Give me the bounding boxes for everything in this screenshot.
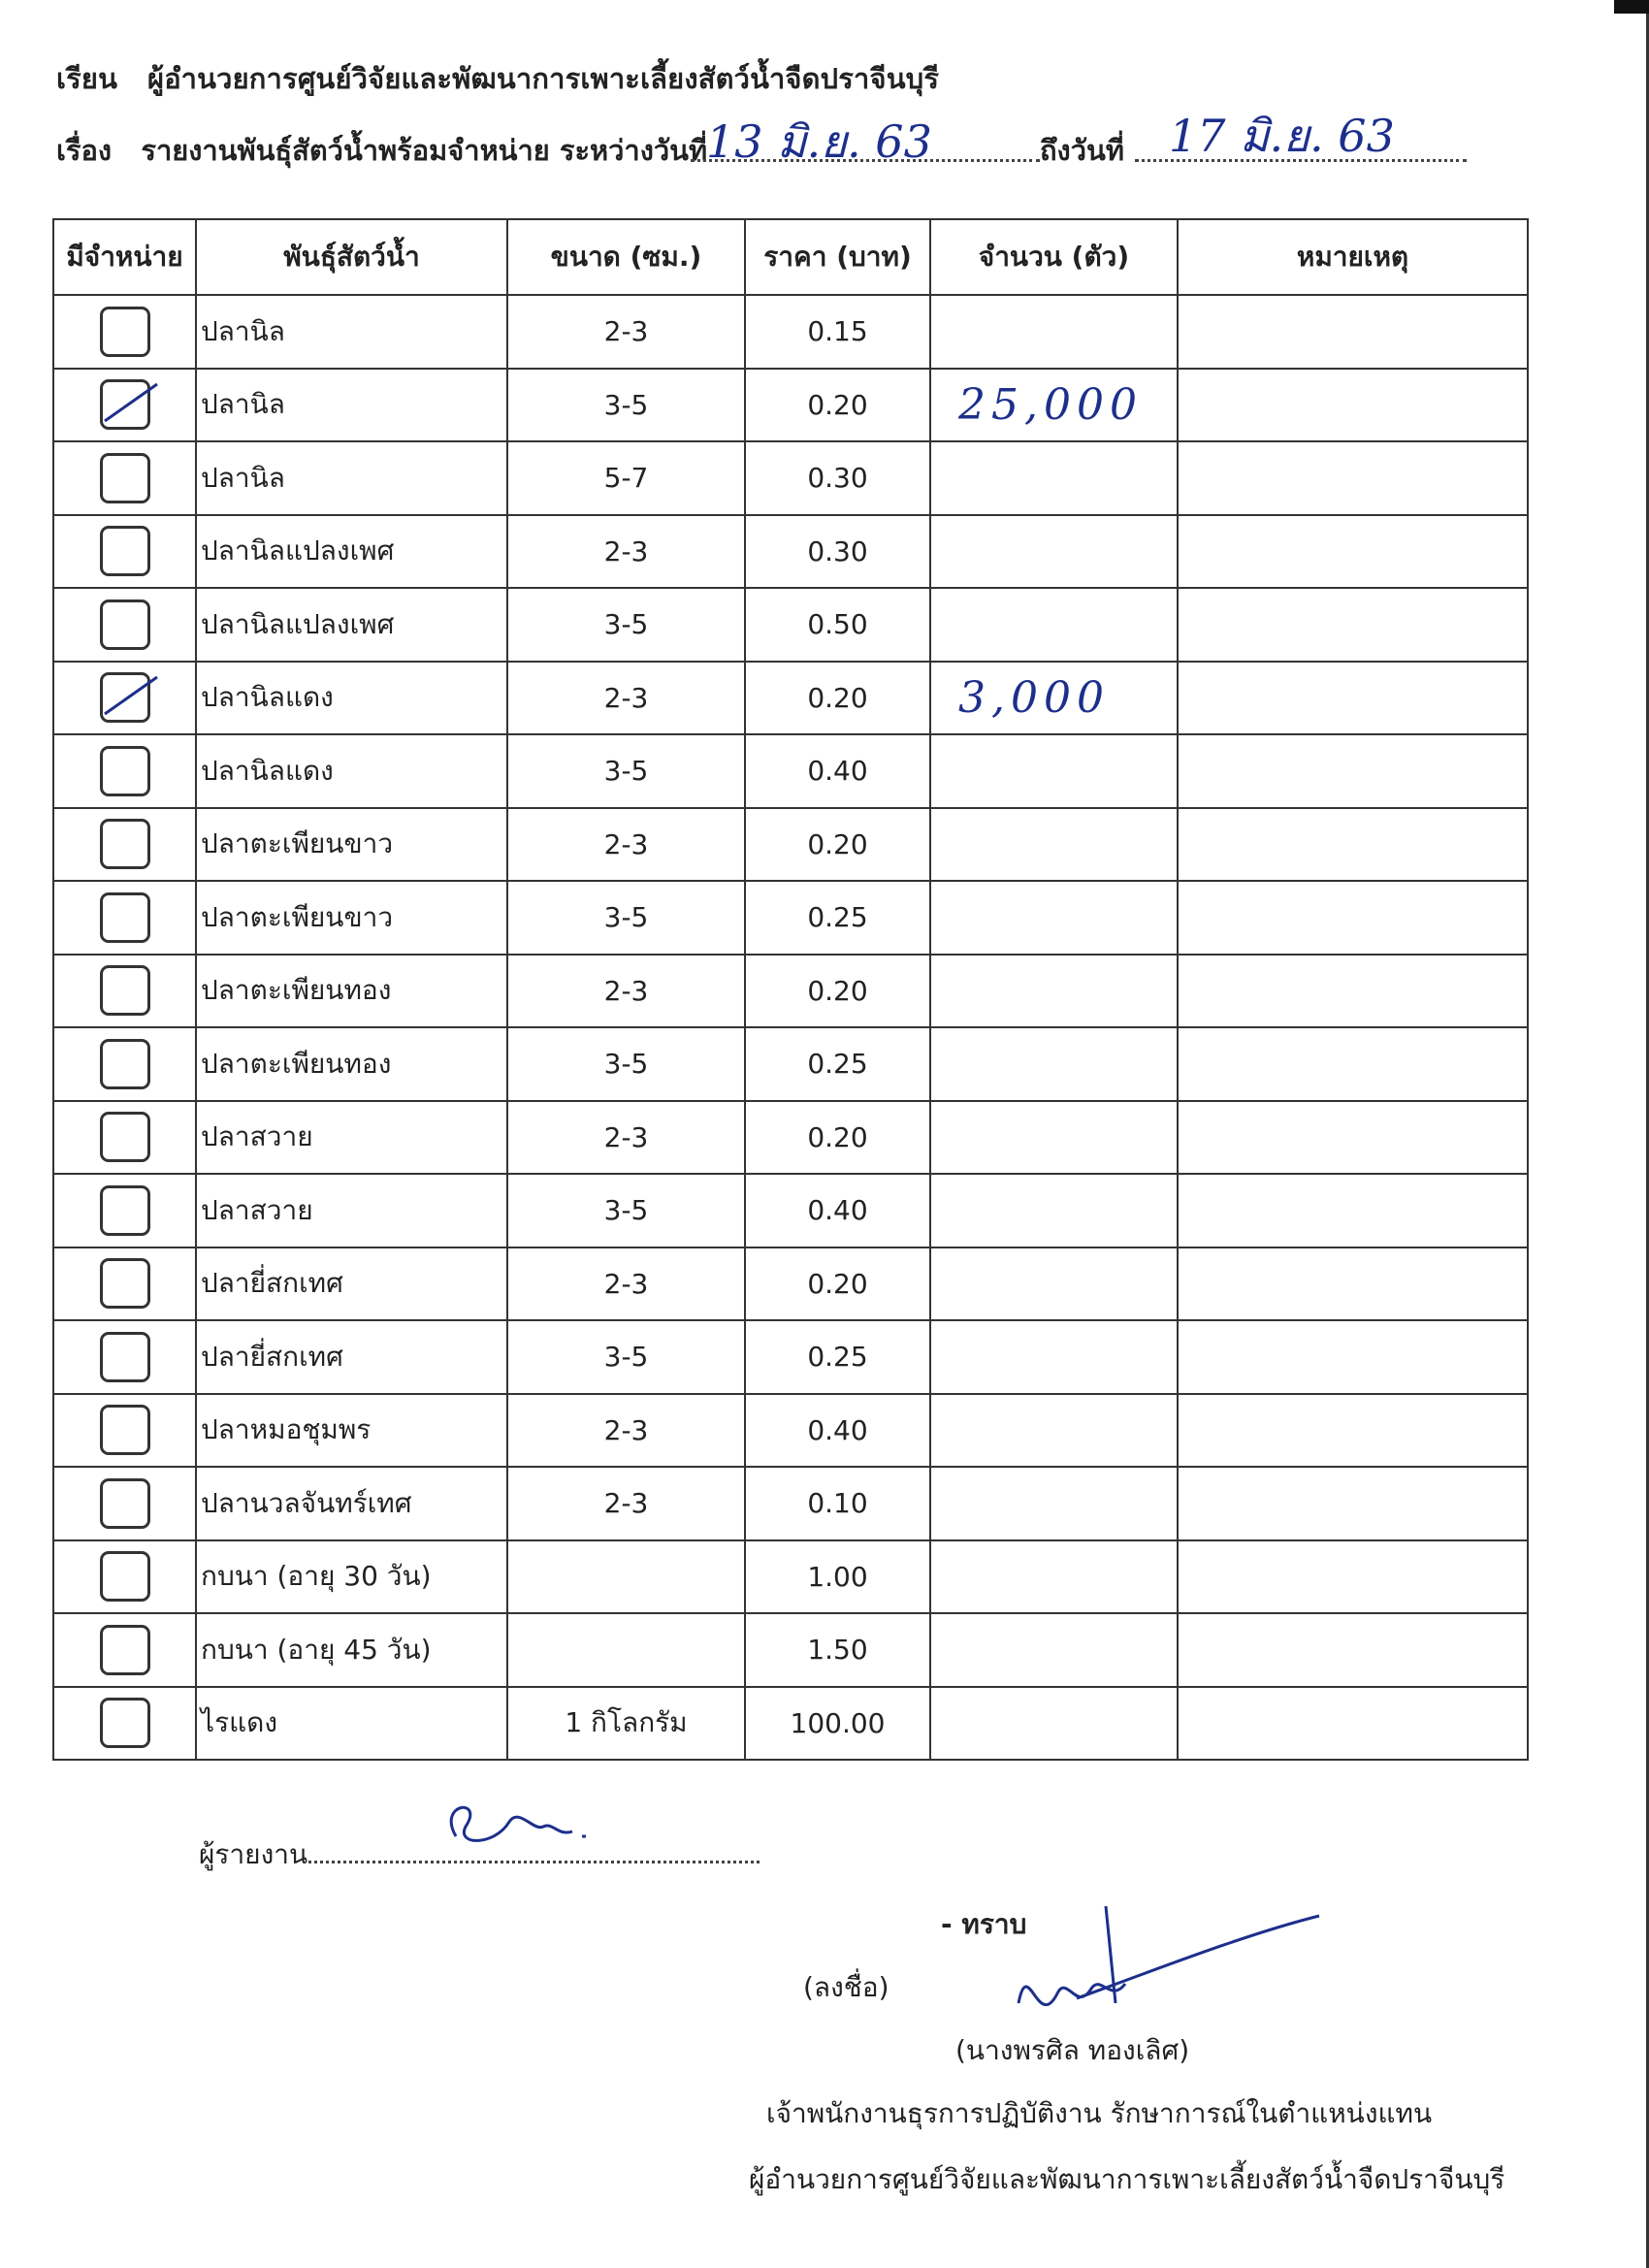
acknowledge-text: - ทราบ	[941, 1908, 1027, 1940]
size-cell: 2-3	[507, 1247, 745, 1321]
reporter-signature	[427, 1793, 601, 1861]
table-row	[53, 515, 1528, 589]
available-checkbox[interactable]	[100, 965, 150, 1016]
col-species: พันธุ์สัตว์น้ำ	[196, 219, 507, 295]
available-checkbox[interactable]	[100, 746, 150, 796]
quantity-cell	[930, 1027, 1178, 1101]
available-cell	[53, 662, 196, 735]
size-cell: 3-5	[507, 369, 745, 442]
price-cell: 0.20	[745, 1247, 930, 1321]
available-cell	[53, 441, 196, 515]
species-cell: ปลานิลแปลงเพศ	[196, 588, 507, 662]
col-price: ราคา (บาท)	[745, 219, 930, 295]
available-checkbox[interactable]	[100, 1332, 150, 1382]
price-cell: 0.20	[745, 955, 930, 1028]
quantity-handwritten	[931, 1259, 958, 1309]
position-line-2: ผู้อำนวยการศูนย์วิจัยและพัฒนาการเพาะเลี้ยงสัตว์น้ำจืดปราจีนบุรี	[749, 2163, 1505, 2195]
size-cell: 2-3	[507, 1101, 745, 1175]
size-cell: 2-3	[507, 808, 745, 882]
table-row	[53, 1687, 1528, 1761]
table-row	[53, 588, 1528, 662]
price-cell: 0.25	[745, 881, 930, 955]
quantity-cell	[930, 662, 1178, 735]
available-cell	[53, 369, 196, 442]
col-note: หมายเหตุ	[1178, 219, 1528, 295]
table-row	[53, 1540, 1528, 1614]
price-cell: 1.50	[745, 1613, 930, 1687]
note-cell	[1178, 1467, 1528, 1540]
quantity-handwritten	[931, 307, 958, 356]
price-cell: 0.40	[745, 734, 930, 808]
size-cell: 2-3	[507, 662, 745, 735]
quantity-handwritten	[931, 1185, 958, 1235]
note-cell	[1178, 1101, 1528, 1175]
price-cell: 0.10	[745, 1467, 930, 1540]
quantity-cell	[930, 955, 1178, 1028]
available-checkbox[interactable]	[100, 1478, 150, 1529]
table-row	[53, 1320, 1528, 1394]
species-cell: ไรแดง	[196, 1687, 507, 1761]
available-checkbox[interactable]	[100, 1625, 150, 1675]
price-cell: 0.20	[745, 808, 930, 882]
size-cell	[507, 1540, 745, 1614]
quantity-cell	[930, 1613, 1178, 1687]
size-cell: 2-3	[507, 515, 745, 589]
quantity-cell	[930, 588, 1178, 662]
col-available: มีจำหน่าย	[53, 219, 196, 295]
available-cell	[53, 515, 196, 589]
available-cell	[53, 734, 196, 808]
size-cell: 3-5	[507, 734, 745, 808]
available-cell	[53, 1394, 196, 1468]
quantity-cell	[930, 808, 1178, 882]
available-checkbox[interactable]	[100, 526, 150, 576]
available-cell	[53, 588, 196, 662]
table-row	[53, 662, 1528, 735]
species-cell: ปลานิล	[196, 295, 507, 369]
note-cell	[1178, 1174, 1528, 1247]
size-cell: 5-7	[507, 441, 745, 515]
table-header-row	[53, 219, 1528, 295]
available-checkbox[interactable]	[100, 672, 150, 723]
quantity-handwritten	[931, 820, 958, 869]
species-cell: ปลานิลแดง	[196, 662, 507, 735]
available-checkbox[interactable]	[100, 453, 150, 503]
to-text: ผู้อำนวยการศูนย์วิจัยและพัฒนาการเพาะเลี้ยงสัตว์น้ำจืดปราจีนบุรี	[147, 62, 940, 95]
quantity-cell	[930, 1247, 1178, 1321]
quantity-handwritten	[931, 1699, 958, 1748]
quantity-handwritten: 25,000	[958, 379, 1143, 430]
size-cell: 2-3	[507, 1394, 745, 1468]
species-cell: ปลานวลจันทร์เทศ	[196, 1467, 507, 1540]
available-checkbox[interactable]	[100, 1551, 150, 1602]
quantity-cell	[930, 441, 1178, 515]
available-cell	[53, 1174, 196, 1247]
size-cell: 3-5	[507, 588, 745, 662]
table-row	[53, 734, 1528, 808]
table-row	[53, 1394, 1528, 1468]
size-cell: 2-3	[507, 1467, 745, 1540]
note-cell	[1178, 662, 1528, 735]
species-table	[52, 218, 1529, 1761]
quantity-cell	[930, 369, 1178, 442]
quantity-handwritten	[931, 1478, 958, 1528]
to-date-label: ถึงวันที่	[1040, 134, 1124, 167]
subject-text: รายงานพันธุ์สัตว์น้ำพร้อมจำหน่าย ระหว่างวันที่	[141, 134, 708, 167]
table-row	[53, 1027, 1528, 1101]
note-cell	[1178, 1540, 1528, 1614]
quantity-handwritten	[931, 527, 958, 576]
to-date: 17 มิ.ย. 63	[1169, 110, 1395, 162]
species-cell: กบนา (อายุ 30 วัน)	[196, 1540, 507, 1614]
available-checkbox[interactable]	[100, 1039, 150, 1089]
table-row	[53, 1467, 1528, 1540]
note-cell	[1178, 1247, 1528, 1321]
table-row	[53, 881, 1528, 955]
signer-name: (นางพรศิล ทองเลิศ)	[955, 2034, 1190, 2066]
price-cell: 0.30	[745, 441, 930, 515]
available-cell	[53, 1540, 196, 1614]
quantity-handwritten	[931, 599, 958, 649]
note-cell	[1178, 369, 1528, 442]
available-cell	[53, 1027, 196, 1101]
quantity-cell	[930, 1174, 1178, 1247]
note-cell	[1178, 734, 1528, 808]
species-cell: ปลาสวาย	[196, 1174, 507, 1247]
sign-label: (ลงชื่อ)	[803, 1971, 889, 2003]
table-row	[53, 1613, 1528, 1687]
position-line-1: เจ้าพนักงานธุรการปฏิบัติงาน รักษาการณ์ในตำแหน่งแทน	[766, 2097, 1433, 2129]
price-cell: 0.25	[745, 1320, 930, 1394]
price-cell: 0.20	[745, 662, 930, 735]
quantity-handwritten	[931, 1552, 958, 1602]
available-cell	[53, 1101, 196, 1175]
from-date: 13 มิ.ย. 63	[706, 115, 932, 168]
check-mark-icon	[101, 378, 159, 427]
table-row	[53, 1174, 1528, 1247]
approver-signature	[999, 1896, 1329, 2052]
price-cell: 0.50	[745, 588, 930, 662]
note-cell	[1178, 1394, 1528, 1468]
col-quantity: จำนวน (ตัว)	[930, 219, 1178, 295]
note-cell	[1178, 1613, 1528, 1687]
available-cell	[53, 881, 196, 955]
quantity-handwritten	[931, 453, 958, 502]
species-cell: ปลานิลแปลงเพศ	[196, 515, 507, 589]
species-cell: ปลาหมอชุมพร	[196, 1394, 507, 1468]
note-cell	[1178, 295, 1528, 369]
table-row	[53, 1247, 1528, 1321]
species-cell: ปลาตะเพียนทอง	[196, 1027, 507, 1101]
size-cell: 2-3	[507, 295, 745, 369]
available-cell	[53, 1247, 196, 1321]
species-cell: กบนา (อายุ 45 วัน)	[196, 1613, 507, 1687]
available-checkbox[interactable]	[100, 1405, 150, 1455]
table-row	[53, 808, 1528, 882]
note-cell	[1178, 808, 1528, 882]
quantity-cell	[930, 1394, 1178, 1468]
table-row	[53, 1101, 1528, 1175]
quantity-cell	[930, 1101, 1178, 1175]
species-cell: ปลานิล	[196, 369, 507, 442]
available-checkbox[interactable]	[100, 1185, 150, 1236]
table-row	[53, 295, 1528, 369]
available-checkbox[interactable]	[100, 1258, 150, 1309]
quantity-cell	[930, 515, 1178, 589]
available-cell	[53, 1467, 196, 1540]
subject-line	[56, 128, 707, 173]
quantity-handwritten	[931, 1039, 958, 1088]
quantity-cell	[930, 1687, 1178, 1761]
species-cell: ปลาตะเพียนทอง	[196, 955, 507, 1028]
price-cell: 0.20	[745, 369, 930, 442]
available-cell	[53, 955, 196, 1028]
price-cell: 0.40	[745, 1174, 930, 1247]
note-cell	[1178, 955, 1528, 1028]
quantity-handwritten	[931, 746, 958, 795]
quantity-cell	[930, 734, 1178, 808]
quantity-cell	[930, 295, 1178, 369]
note-cell	[1178, 515, 1528, 589]
to-label: เรียน	[56, 62, 118, 95]
price-cell: 0.30	[745, 515, 930, 589]
quantity-cell	[930, 1540, 1178, 1614]
note-cell	[1178, 441, 1528, 515]
table-row	[53, 369, 1528, 442]
available-cell	[53, 1320, 196, 1394]
available-checkbox[interactable]	[100, 379, 150, 430]
quantity-handwritten	[931, 1625, 958, 1674]
price-cell: 100.00	[745, 1687, 930, 1761]
size-cell: 1 กิโลกรัม	[507, 1687, 745, 1761]
species-cell: ปลาตะเพียนขาว	[196, 808, 507, 882]
available-checkbox[interactable]	[100, 307, 150, 357]
species-cell: ปลานิลแดง	[196, 734, 507, 808]
species-cell: ปลาตะเพียนขาว	[196, 881, 507, 955]
price-cell: 1.00	[745, 1540, 930, 1614]
subject-label: เรื่อง	[56, 134, 113, 167]
reporter-label: ผู้รายงาน	[199, 1838, 308, 1870]
price-cell: 0.25	[745, 1027, 930, 1101]
species-cell: ปลายี่สกเทศ	[196, 1320, 507, 1394]
price-cell: 0.15	[745, 295, 930, 369]
available-checkbox[interactable]	[100, 1698, 150, 1748]
size-cell: 3-5	[507, 881, 745, 955]
available-cell	[53, 1613, 196, 1687]
size-cell: 2-3	[507, 955, 745, 1028]
species-cell: ปลายี่สกเทศ	[196, 1247, 507, 1321]
col-size: ขนาด (ซม.)	[507, 219, 745, 295]
quantity-cell	[930, 881, 1178, 955]
species-cell: ปลานิล	[196, 441, 507, 515]
size-cell: 3-5	[507, 1027, 745, 1101]
addressee-line	[56, 56, 939, 101]
quantity-handwritten	[931, 1113, 958, 1162]
available-cell	[53, 1687, 196, 1761]
table-row	[53, 955, 1528, 1028]
available-cell	[53, 295, 196, 369]
available-checkbox[interactable]	[100, 1112, 150, 1162]
species-cell: ปลาสวาย	[196, 1101, 507, 1175]
available-cell	[53, 808, 196, 882]
size-cell: 3-5	[507, 1174, 745, 1247]
size-cell	[507, 1613, 745, 1687]
price-cell: 0.20	[745, 1101, 930, 1175]
table-row	[53, 441, 1528, 515]
reporter-dots	[308, 1861, 760, 1863]
quantity-handwritten	[931, 1406, 958, 1455]
quantity-cell	[930, 1467, 1178, 1540]
quantity-handwritten	[931, 892, 958, 942]
size-cell: 3-5	[507, 1320, 745, 1394]
check-mark-icon	[101, 671, 159, 720]
note-cell	[1178, 1027, 1528, 1101]
note-cell	[1178, 881, 1528, 955]
available-checkbox[interactable]	[100, 599, 150, 650]
available-checkbox[interactable]	[100, 892, 150, 943]
note-cell	[1178, 1320, 1528, 1394]
scan-edge	[1614, 0, 1649, 14]
quantity-handwritten	[931, 1332, 958, 1381]
quantity-handwritten: 3,000	[958, 672, 1110, 723]
available-checkbox[interactable]	[100, 819, 150, 869]
price-cell: 0.40	[745, 1394, 930, 1468]
quantity-handwritten	[931, 966, 958, 1016]
note-cell	[1178, 588, 1528, 662]
note-cell	[1178, 1687, 1528, 1761]
quantity-cell	[930, 1320, 1178, 1394]
